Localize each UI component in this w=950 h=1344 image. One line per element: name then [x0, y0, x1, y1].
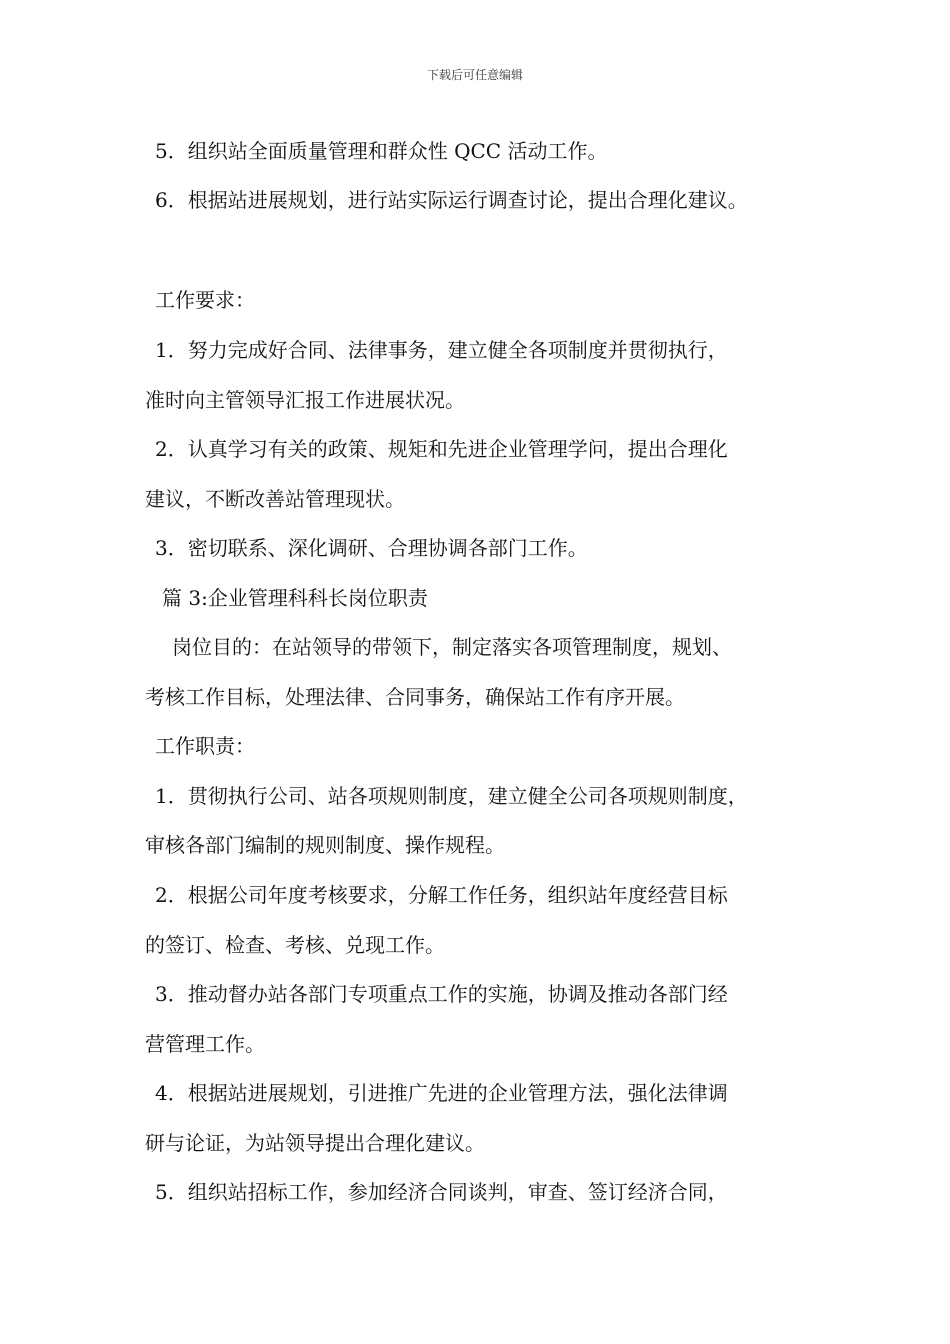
- paragraph-line: 1．贯彻执行公司、站各项规则制度，建立健全公司各项规则制度，: [155, 784, 748, 808]
- paragraph-line: 2．根据公司年度考核要求，分解工作任务，组织站年度经营目标: [155, 883, 728, 907]
- paragraph-line: 营管理工作。: [145, 1032, 265, 1056]
- paragraph-line: 岗位目的：在站领导的带领下，制定落实各项管理制度，规划、: [172, 635, 732, 659]
- paragraph-line: 5．组织站全面质量管理和群众性 QCC 活动工作。: [155, 139, 608, 163]
- paragraph-line: 的签订、检查、考核、兑现工作。: [145, 933, 445, 957]
- section-heading: 工作职责：: [155, 734, 255, 758]
- paragraph-line: 建议，不断改善站管理现状。: [145, 487, 405, 511]
- chapter-title: 篇 3:企业管理科科长岗位职责: [162, 586, 428, 610]
- paragraph-line: 6．根据站进展规划，进行站实际运行调查讨论，提出合理化建议。: [155, 188, 748, 212]
- paragraph-line: 4．根据站进展规划，引进推广先进的企业管理方法，强化法律调: [155, 1081, 728, 1105]
- section-heading: 工作要求：: [155, 288, 255, 312]
- paragraph-line: 准时向主管领导汇报工作进展状况。: [145, 388, 465, 412]
- paragraph-line: 研与论证，为站领导提出合理化建议。: [145, 1131, 485, 1155]
- paragraph-line: 3．推动督办站各部门专项重点工作的实施，协调及推动各部门经: [155, 982, 728, 1006]
- paragraph-line: 审核各部门编制的规则制度、操作规程。: [145, 833, 505, 857]
- paragraph-line: 1．努力完成好合同、法律事务，建立健全各项制度并贯彻执行，: [155, 338, 728, 362]
- paragraph-line: 考核工作目标，处理法律、合同事务，确保站工作有序开展。: [145, 685, 685, 709]
- page-header: 下载后可任意编辑: [426, 68, 523, 82]
- paragraph-line: 2．认真学习有关的政策、规矩和先进企业管理学问，提出合理化: [155, 437, 728, 461]
- paragraph-line: 3．密切联系、深化调研、合理协调各部门工作。: [155, 536, 588, 560]
- paragraph-line: 5．组织站招标工作，参加经济合同谈判，审查、签订经济合同，: [155, 1180, 728, 1204]
